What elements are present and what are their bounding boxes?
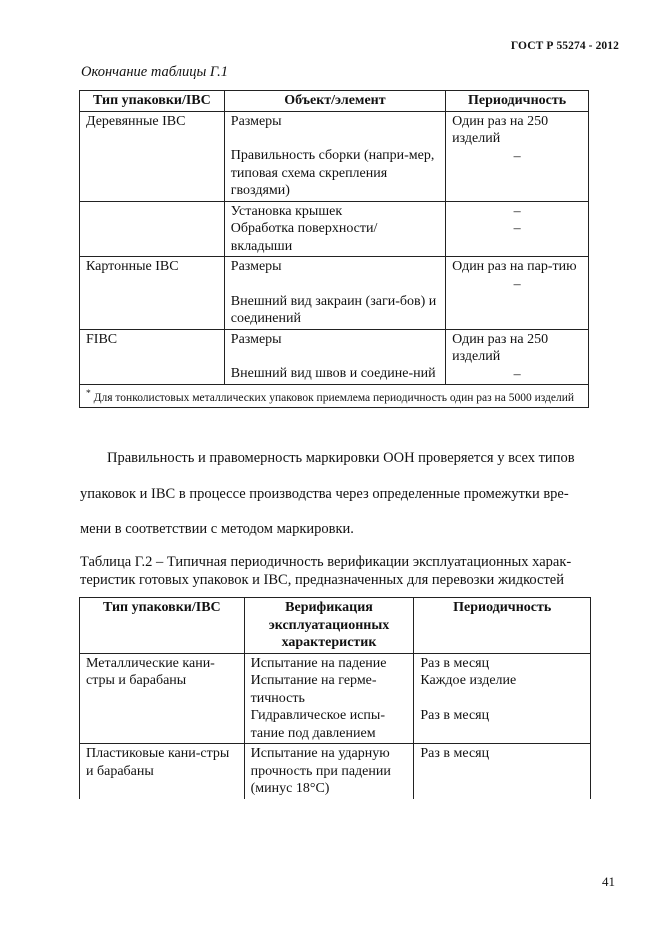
tests-cell <box>244 653 414 744</box>
object-item: Размеры <box>230 259 282 274</box>
object-item: Установка крышек <box>230 203 343 219</box>
object-item: Обработка поверхности/ вкладыши <box>230 221 378 254</box>
object-item: Размеры <box>230 331 282 347</box>
table-row <box>80 329 589 385</box>
paragraph-line: упаковок и IBC в процессе производства через определенные промежутки вре- <box>80 486 569 502</box>
column-header: Тип упаковки/IBC <box>80 598 245 654</box>
table-row <box>80 744 591 799</box>
object-item: Размеры <box>230 113 282 129</box>
paragraph-line: мени в соответствии с методом маркировки. <box>80 521 354 537</box>
type-cell: Картонные IBC <box>80 257 225 330</box>
object-item: Внешний вид закраин (заги-бов) и соединений <box>230 293 437 326</box>
period-item: Раз в месяц <box>420 746 490 761</box>
footnote-mark: * <box>86 388 91 399</box>
table-header-row <box>80 598 591 654</box>
object-cell <box>224 201 445 257</box>
period-item: Раз в месяц <box>420 655 490 671</box>
footnote-row <box>80 385 589 408</box>
type-cell: Пластиковые кани-стры и барабаны <box>80 744 245 799</box>
type-cell <box>80 201 225 257</box>
footnote-text: Для тонколистовых металлических упаковок приемлема периодичность один раз на 5000 изделий <box>93 391 575 404</box>
type-cell: FIBC <box>80 329 225 385</box>
column-header: Периодичность <box>414 598 591 654</box>
table2-caption: Таблица Г.2 – Типичная периодичность верификации эксплуатационных харак-теристик готовых упаковок и IBC, предназначенных для перевозки жидкостей <box>80 554 572 588</box>
period-cell <box>446 257 589 330</box>
column-header: Объект/элемент <box>224 91 445 112</box>
period-item: – <box>513 221 521 236</box>
table-footnote <box>80 385 589 408</box>
tests-cell <box>244 744 414 799</box>
test-item: Испытание на герме-тичность <box>250 673 377 706</box>
period-item: Один раз на 250 изделий <box>452 113 549 146</box>
document-code: ГОСТ Р 55274 - 2012 <box>510 40 619 52</box>
object-cell <box>224 111 445 201</box>
paragraph-line: Правильность и правомерность маркировки ООН проверяется у всех типов <box>107 450 575 466</box>
type-cell: Металлические кани-стры и барабаны <box>80 653 245 744</box>
period-item: – <box>513 148 521 164</box>
table1-caption: Окончание таблицы Г.1 <box>81 64 228 80</box>
period-item: Один раз на пар-тию <box>452 259 577 274</box>
period-cell <box>446 111 589 201</box>
period-item: Каждое изделие <box>420 673 517 688</box>
period-item: – <box>513 276 521 292</box>
column-header: Верификация эксплуатационных характеристик <box>244 598 414 654</box>
period-cell <box>446 201 589 257</box>
table-g2 <box>79 597 591 799</box>
test-item: Испытание на ударную прочность при падении (минус 18°С) <box>250 746 391 796</box>
test-item: Испытание на падение <box>250 655 387 671</box>
column-header: Тип упаковки/IBC <box>80 91 225 112</box>
table-row <box>80 111 589 201</box>
type-cell: Деревянные IBC <box>80 111 225 201</box>
period-cell <box>414 744 591 799</box>
period-cell <box>414 653 591 744</box>
test-item: Гидравлическое испы-тание под давлением <box>250 708 385 741</box>
table-g1 <box>79 90 589 408</box>
period-item: Один раз на 250 изделий <box>452 331 549 364</box>
period-item: – <box>513 203 521 219</box>
object-item: Правильность сборки (напри-мер, типовая схема скрепления гвоздями) <box>230 148 435 198</box>
page-number: 41 <box>602 874 615 889</box>
object-cell <box>224 257 445 330</box>
period-cell <box>446 329 589 385</box>
table-row <box>80 201 589 257</box>
table-row <box>80 653 591 744</box>
object-cell <box>224 329 445 385</box>
object-item: Внешний вид швов и соедине-ний <box>230 366 436 381</box>
table-row <box>80 257 589 330</box>
column-header: Периодичность <box>446 91 589 112</box>
table-header-row <box>80 91 589 112</box>
period-item: – <box>513 366 521 382</box>
period-item: Раз в месяц <box>420 707 490 723</box>
